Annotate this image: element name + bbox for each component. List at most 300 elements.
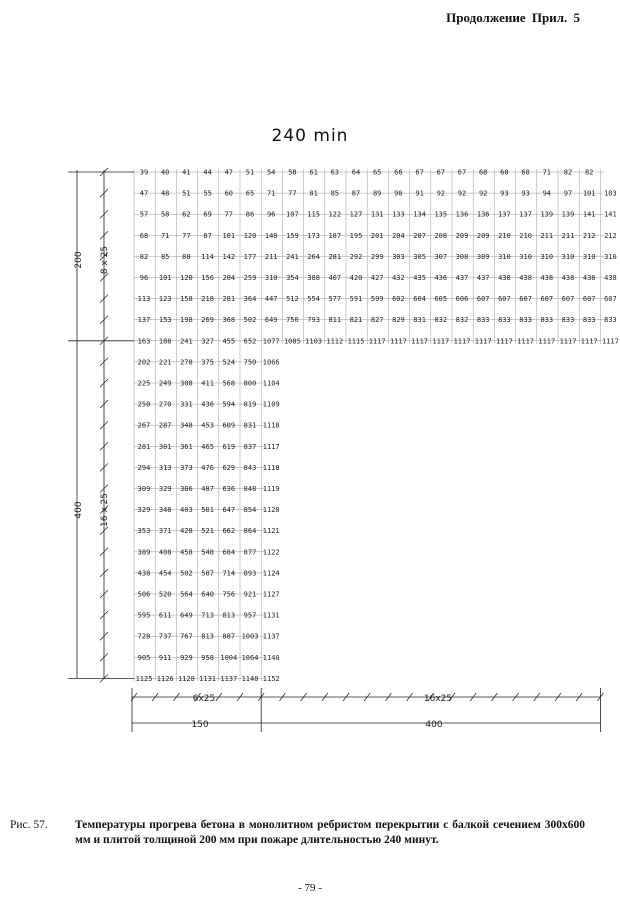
page-number: - 79 - [298,882,322,894]
temperature-value: 1121 [262,527,280,536]
temperature-value: 1152 [262,674,280,683]
temperature-value: 269 [201,316,214,325]
temperature-value: 137 [519,210,532,219]
temperature-value: 64 [351,168,361,177]
temperature-value: 604 [413,295,426,304]
temperature-value: 587 [201,569,214,578]
temperature-value: 1117 [517,337,535,346]
temperature-value: 131 [370,210,384,219]
temperature-value: 832 [455,316,469,325]
temperature-value: 195 [349,231,363,240]
temperature-value: 607 [582,295,596,304]
temperature-value: 353 [137,527,151,536]
temperature-value: 163 [137,337,151,346]
temperature-value: 438 [540,274,554,282]
temperature-value: 843 [243,463,257,472]
temperature-value: 607 [604,295,617,304]
temperature-value: 502 [180,569,193,578]
temperature-value: 640 [201,590,214,599]
temperature-value: 1119 [262,485,280,493]
temperature-value: 310 [540,252,554,261]
temperature-value: 241 [286,252,299,261]
temperature-value: 209 [455,231,469,240]
temperature-value: 521 [201,527,214,536]
temperature-value: 1085 [283,337,301,346]
temperature-value: 438 [137,569,151,578]
temperature-value: 173 [307,231,320,240]
temperature-value: 63 [330,168,340,177]
temperature-value: 465 [201,442,214,451]
temperature-value: 911 [158,653,172,662]
temperature-value: 188 [158,337,172,346]
temperature-value: 303 [392,252,405,261]
temperature-value: 51 [245,168,255,177]
temperature-value: 137 [498,210,511,219]
temperature-value: 957 [243,611,257,620]
dim-label-400: 400 [74,501,84,519]
temperature-value: 329 [137,506,151,515]
temperature-value: 1104 [262,379,280,388]
temperature-value: 212 [604,231,617,240]
temperature-value: 364 [243,295,257,304]
temperature-value: 204 [392,231,405,240]
temperature-value: 411 [201,379,214,388]
temperature-value: 211 [264,252,278,261]
temperature-value: 278 [180,358,193,367]
temperature-value: 103 [604,189,617,198]
temperature-value: 756 [222,590,236,599]
temperature-value: 91 [415,189,424,198]
temperature-value: 211 [561,231,575,240]
temperature-value: 407 [328,274,342,282]
temperature-value: 136 [455,210,469,219]
temperature-value: 156 [201,274,214,282]
temperature-value: 92 [436,189,446,198]
temperature-value: 120 [180,274,193,282]
temperature-value: 1117 [601,337,619,346]
temperature-value: 832 [434,316,448,325]
temperature-value: 829 [392,316,405,325]
temperature-value: 887 [222,632,236,641]
temperature-value: 602 [392,295,405,304]
temperature-value: 629 [222,463,236,472]
temperature-value: 71 [542,168,552,177]
figure-caption [10,818,585,848]
temperature-value: 159 [286,231,299,240]
temperature-value: 408 [158,548,172,557]
temperature-value: 606 [455,295,469,304]
temperature-value: 201 [370,231,384,240]
temperature-value: 813 [222,611,236,620]
temperature-value: 47 [224,168,234,177]
temperature-value: 1140 [262,653,280,662]
temperature-value: 636 [222,485,236,493]
temperature-value: 87 [203,231,212,240]
temperature-value: 403 [180,506,193,515]
temperature-value: 1131 [199,674,217,683]
temperature-value: 71 [266,189,276,198]
temperature-value: 71 [160,231,170,240]
temperature-value: 647 [222,506,236,515]
temperature-value: 241 [180,337,193,346]
temperature-value: 737 [158,632,172,641]
temperature-value: 524 [222,358,236,367]
temperature-value: 141 [604,210,617,219]
temperature-value: 101 [582,189,596,198]
temperature-value: 202 [137,358,151,367]
temperature-value: 506 [137,590,151,599]
temperature-value: 607 [476,295,490,304]
dim-label-16x25: 16 x 25 [100,493,110,527]
temperature-value: 69 [203,210,212,219]
temperature-value: 921 [243,590,257,599]
temperature-value: 48 [160,189,170,198]
temperature-value: 67 [415,168,424,177]
temperature-value: 662 [222,527,236,536]
temperature-value: 437 [476,274,490,282]
temperature-value: 67 [457,168,467,177]
temperature-value: 388 [307,274,320,282]
temperature-value: 310 [604,252,617,261]
temperature-value: 420 [349,274,363,282]
temperature-value: 329 [158,485,172,493]
temperature-value: 77 [224,210,234,219]
temperature-value: 750 [243,358,257,367]
temperature-value: 65 [245,189,255,198]
temperature-value: 848 [243,485,257,493]
temperature-value: 134 [413,210,426,219]
temperature-value: 41 [182,168,191,177]
temperature-value: 90 [394,189,403,198]
temperature-value: 305 [413,252,426,261]
temperature-value: 833 [476,316,490,325]
temperature-value: 93 [521,189,530,198]
temperature-value: 1117 [495,337,513,346]
temperature-value: 512 [286,295,299,304]
temperature-value: 307 [434,252,448,261]
temperature-value: 520 [158,590,172,599]
temperature-value: 308 [180,379,193,388]
dim-label-150: 150 [191,720,209,730]
temperature-value: 455 [222,337,236,346]
temperature-value: 361 [180,442,193,451]
temperature-value: 386 [180,485,193,493]
temperature-value: 207 [413,231,426,240]
temperature-value: 1103 [305,337,323,346]
temperature-value: 58 [288,168,297,177]
temperature-value: 831 [413,316,426,325]
temperature-value: 1126 [156,674,174,683]
temperature-value: 142 [222,252,236,261]
temperature-value: 259 [243,274,257,282]
temperature-value: 310 [561,252,575,261]
temperature-value: 447 [264,295,278,304]
temperature-value: 595 [137,611,151,620]
temperature-value: 893 [243,569,257,578]
temperature-value: 107 [286,210,299,219]
temperature-value: 141 [582,210,596,219]
temperature-value: 864 [243,527,257,536]
temperature-value: 292 [349,252,363,261]
temperature-value: 55 [203,189,212,198]
temperature-value: 82 [139,252,149,261]
temperature-value: 287 [158,421,172,430]
temperature-value: 122 [328,210,342,219]
temperature-value: 198 [180,316,193,325]
temperature-value: 502 [243,316,257,325]
temperature-value: 348 [180,421,193,430]
temperature-value: 115 [307,210,320,219]
temperature-value: 1140 [241,674,259,683]
temperature-value: 438 [561,274,575,282]
temperature-value: 94 [542,189,552,198]
temperature-value: 281 [328,252,342,261]
temperature-value: 218 [201,295,214,304]
temperature-values [136,169,619,683]
temperature-value: 68 [521,168,530,177]
temperature-value: 1127 [262,590,280,599]
temperature-value: 728 [137,632,151,641]
temperature-value: 67 [436,168,446,177]
temperature-value: 208 [434,231,448,240]
temperature-value: 85 [160,252,170,261]
temperature-value: 114 [201,252,214,261]
temperature-value: 428 [180,527,193,536]
temperature-value: 1066 [262,358,280,367]
temperature-value: 831 [243,421,257,430]
temperature-value: 438 [519,274,532,282]
temperature-value: 833 [540,316,554,325]
temperature-value: 92 [478,189,488,198]
temperature-value: 77 [288,189,297,198]
temperature-value: 435 [413,274,426,282]
temperature-value: 713 [201,611,214,620]
temperature-value: 127 [349,210,363,219]
temperature-value: 153 [158,316,172,325]
temperature-value: 1137 [262,632,280,641]
temperature-value: 187 [328,231,342,240]
temperature-value: 1118 [262,421,280,430]
temperature-value: 607 [540,295,554,304]
temperature-value: 57 [139,210,149,219]
temperature-value: 714 [222,569,236,578]
dim-label-400-bottom: 400 [425,720,443,730]
temperature-value: 1109 [262,400,280,409]
temperature-value: 811 [328,316,342,325]
temperature-value: 249 [158,379,172,388]
temperature-value: 140 [264,231,278,240]
temperature-value: 139 [561,210,575,219]
temperature-value: 1003 [241,632,259,641]
temperature-value: 1117 [368,337,386,346]
temperature-value: 458 [180,548,193,557]
dim-label-200: 200 [74,251,84,269]
temperature-value: 767 [180,632,193,641]
temperature-value: 609 [222,421,236,430]
temperature-value: 58 [160,210,170,219]
temperature-value: 649 [180,611,193,620]
temperature-value: 82 [584,168,594,177]
temperature-value: 1115 [347,337,365,346]
temperature-value: 1137 [220,674,238,683]
temperature-value: 833 [561,316,575,325]
temperature-value: 833 [604,316,617,325]
temperature-value: 594 [222,400,236,409]
temperature-value: 97 [563,189,573,198]
temperature-value: 607 [561,295,575,304]
temperature-value: 267 [137,421,151,430]
temperature-value: 85 [330,189,340,198]
temperature-value: 139 [540,210,554,219]
dim-label-16x25-bottom: 16x25 [423,694,453,704]
temperature-value: 1122 [262,548,280,557]
temperature-value: 368 [222,316,236,325]
temperature-value: 62 [182,210,191,219]
dim-label-6x25: 6x25 [192,694,216,704]
dim-label-8x25: 8 x 25 [100,245,110,275]
temperature-value: 958 [201,653,214,662]
temperature-value: 81 [309,189,318,198]
temperature-value: 309 [476,252,490,261]
temperature-value: 88 [182,252,191,261]
temperature-value: 1117 [411,337,429,346]
temperature-value: 438 [498,274,511,282]
temperature-value: 827 [370,316,384,325]
temperature-value: 1077 [262,337,280,346]
temperature-value: 454 [158,569,172,578]
temperature-value: 649 [264,316,278,325]
temperature-value: 568 [222,379,236,388]
temperature-value: 1117 [580,337,598,346]
temperature-value: 101 [158,274,172,282]
temperature-value: 1118 [262,463,280,472]
temperature-value: 113 [137,295,151,304]
temperature-value: 1117 [262,442,280,451]
temperature-value: 438 [582,274,596,282]
temperature-value: 96 [139,274,149,282]
temperature-value: 905 [137,653,151,662]
caption-number: Рис. 57. [10,819,48,831]
temperature-value: 68 [139,231,149,240]
temperature-value: 348 [158,506,172,515]
temperature-value: 310 [582,252,596,261]
temperature-value: 225 [137,379,151,388]
figure-title: 240 min [271,126,349,146]
temperature-value: 854 [243,506,257,515]
temperature-value: 51 [182,189,191,198]
temperature-value: 310 [498,252,511,261]
temperature-value: 793 [307,316,320,325]
temperature-value: 373 [180,463,193,472]
temperature-value: 327 [201,337,214,346]
temperature-value: 221 [158,358,172,367]
temperature-value: 432 [392,274,405,282]
temperature-value: 270 [158,400,172,409]
temperature-value: 554 [307,295,320,304]
temperature-value: 133 [392,210,405,219]
temperature-value: 1117 [538,337,556,346]
temperature-value: 68 [478,168,488,177]
temperature-value: 281 [137,442,151,451]
temperature-value: 929 [180,653,193,662]
temperature-value: 123 [158,295,172,304]
temperature-value: 77 [182,231,191,240]
temperature-value: 833 [498,316,511,325]
temperature-value: 40 [160,168,170,177]
temperature-value: 1117 [432,337,450,346]
temperature-value: 44 [203,168,212,177]
temperature-value: 1064 [241,653,259,662]
temperature-value: 1125 [135,674,153,683]
temperature-value: 294 [137,463,151,472]
temperature-value: 607 [519,295,532,304]
page-header: Продолжение Прил. 5 [446,10,580,25]
temperature-value: 96 [266,210,276,219]
temperature-value: 821 [349,316,363,325]
temperature-value: 1117 [389,337,407,346]
temperature-value: 177 [243,252,257,261]
temperature-value: 310 [264,274,278,282]
temperature-value: 209 [476,231,490,240]
temperature-value: 652 [243,337,257,346]
temperature-value: 371 [158,527,172,536]
temperature-value: 476 [201,463,214,472]
temperature-value: 354 [286,274,299,282]
temperature-value: 605 [434,295,448,304]
temperature-value: 1131 [262,611,280,620]
temperature-value: 599 [370,295,384,304]
temperature-value: 750 [286,316,299,325]
temperature-value: 87 [351,189,361,198]
temperature-value: 250 [137,400,151,409]
temperature-value: 375 [201,358,214,367]
temperature-value: 453 [201,421,214,430]
caption-text: Температуры прогрева бетона в монолитном ребристом перекрытии с балкой сечением 300x600 мм и плитой толщиной 200 мм при пожаре длительностью 240 минут. [75,819,585,846]
temperature-value: 137 [137,316,151,325]
temperature-value: 877 [243,548,257,557]
temperature-value: 1117 [559,337,577,346]
temperature-value: 1124 [262,569,280,578]
temperature-value: 60 [224,189,234,198]
temperature-value: 82 [563,168,573,177]
temperature-value: 66 [394,168,403,177]
temperature-value: 1004 [220,653,238,662]
temperature-value: 438 [604,274,617,282]
temperature-value: 487 [201,485,214,493]
temperature-value: 819 [243,400,257,409]
temperature-value: 212 [582,231,596,240]
temperature-value: 93 [500,189,509,198]
temperature-value: 1128 [177,674,195,683]
temperature-value: 86 [245,210,255,219]
temperature-value: 1117 [453,337,471,346]
temperature-value: 611 [158,611,172,620]
temperature-value: 837 [243,442,257,451]
temperature-value: 264 [307,252,320,261]
temperature-value: 120 [243,231,257,240]
temperature-value: 619 [222,442,236,451]
temperature-value: 591 [349,295,363,304]
temperature-value: 833 [519,316,532,325]
temperature-value: 281 [222,295,236,304]
temperature-value: 548 [201,548,214,557]
temperature-value: 310 [519,252,532,261]
temperature-value: 436 [434,274,448,282]
temperature-value: 501 [201,506,214,515]
temperature-value: 210 [498,231,511,240]
temperature-value: 1117 [474,337,492,346]
temperature-value: 437 [455,274,469,282]
